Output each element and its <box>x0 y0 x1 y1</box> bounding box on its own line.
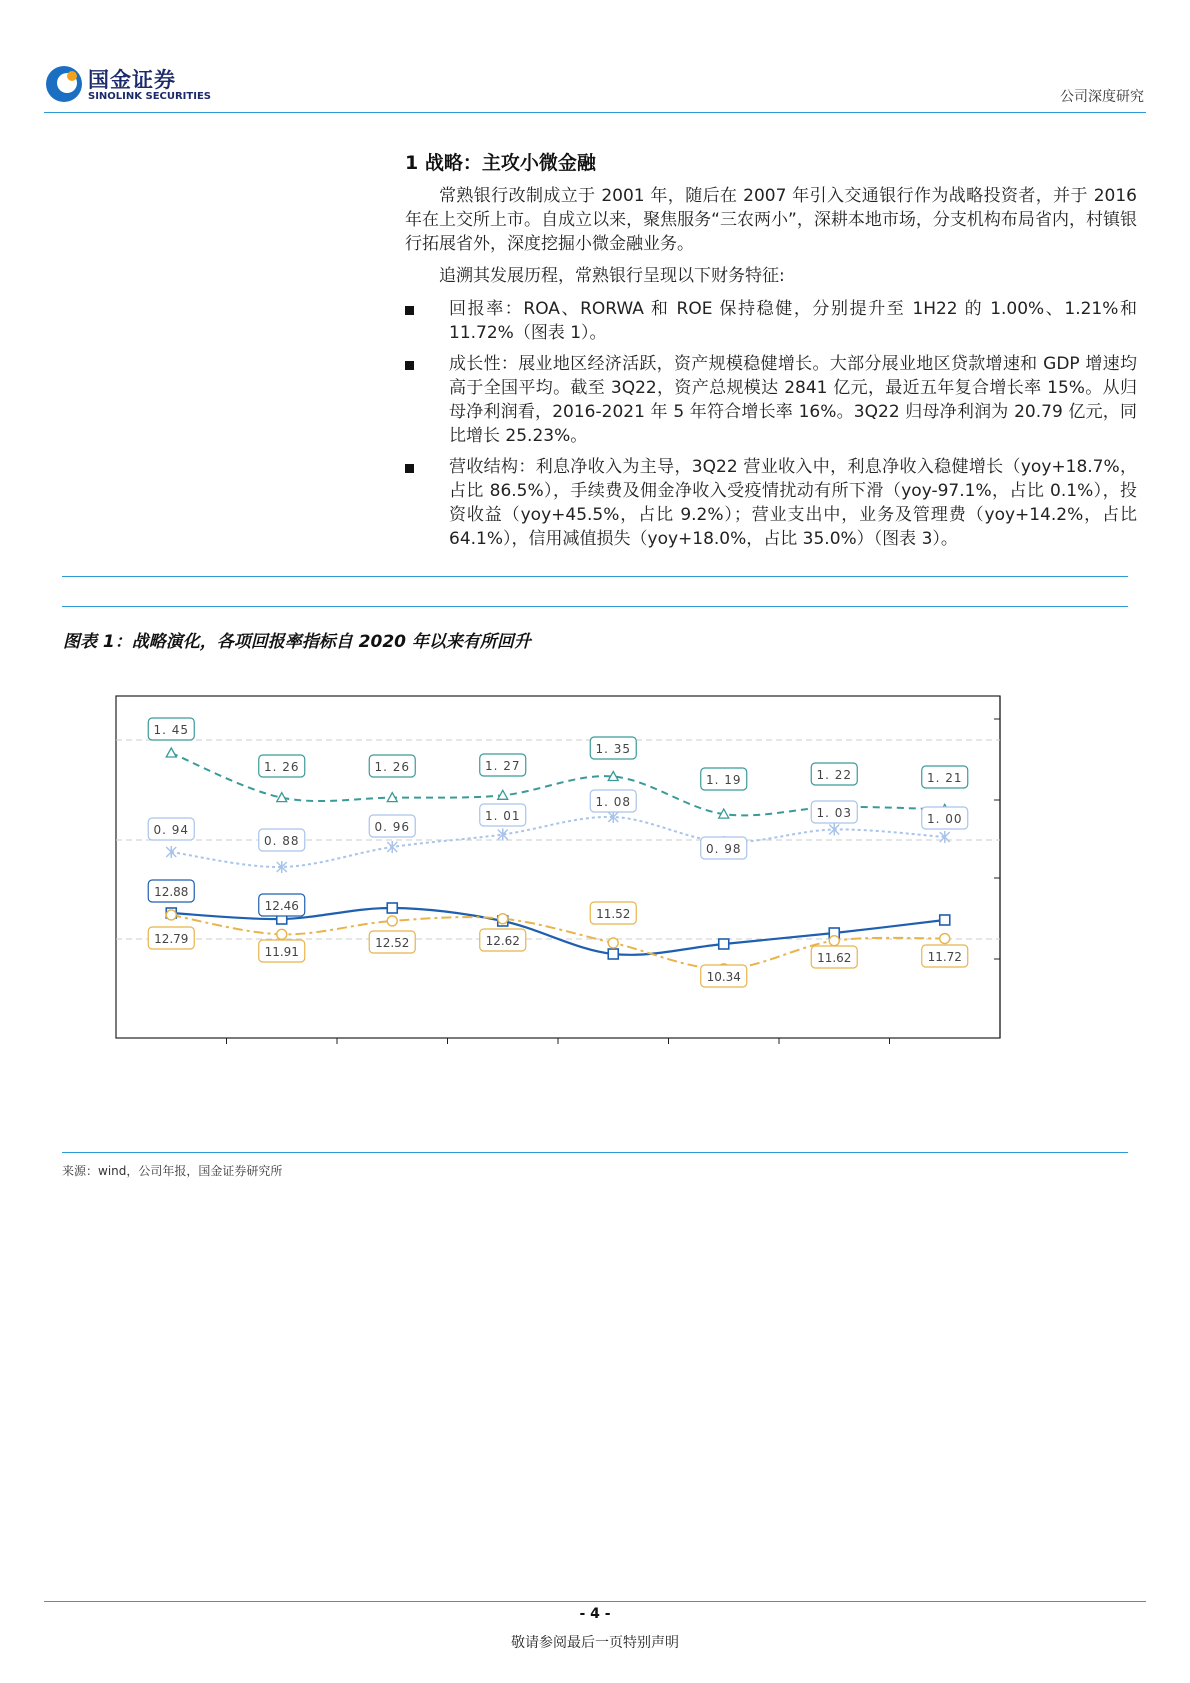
data-label: 11.62 <box>817 951 852 965</box>
data-label: 12.46 <box>264 899 299 913</box>
brand-name-cn: 国金证券 <box>88 68 176 92</box>
data-label: 0. 98 <box>705 842 742 856</box>
data-label: 1. 45 <box>153 723 190 737</box>
data-label: 0. 94 <box>153 823 190 837</box>
disclaimer-note: 敬请参阅最后一页特别声明 <box>511 1635 679 1651</box>
data-point-marker <box>277 793 287 802</box>
data-label: 1. 22 <box>816 768 853 782</box>
data-point-marker <box>277 929 287 939</box>
data-point-marker <box>940 831 950 843</box>
data-point-marker <box>498 914 508 924</box>
bullet-text-revenue: 营收结构：利息净收入为主导，3Q22 营业收入中，利息净收入稳健增长（yoy+18.7%，占比 86.5%），手续费及佣金净收入受疫情扰动有所下滑（yoy-97.1%，占比 0.1%），投资收益（yoy+45.5%，占比 9.2%）；营业支出中，业务及管理费（yoy+14.2%，占比 64.1%），信用减值损失（yoy+18.0%，占比 35.0%）（图表 3）。 <box>449 457 1137 549</box>
sinolink-logo <box>44 64 244 108</box>
data-label: 1. 03 <box>816 806 853 820</box>
data-label: 1. 35 <box>595 742 632 756</box>
data-label: 12.52 <box>375 936 410 950</box>
data-point-marker <box>166 910 176 920</box>
data-point-marker <box>940 915 950 925</box>
data-label: 11.52 <box>596 907 631 921</box>
data-label: 1. 27 <box>484 759 521 773</box>
header-divider <box>44 112 1146 113</box>
data-point-marker <box>829 936 839 946</box>
data-label: 1. 26 <box>263 760 300 774</box>
data-point-marker <box>166 748 176 757</box>
footer-divider <box>44 1601 1146 1602</box>
source-divider <box>62 1152 1128 1153</box>
data-point-marker <box>608 938 618 948</box>
data-label: 12.62 <box>485 934 520 948</box>
page-number: - 4 - <box>579 1606 611 1622</box>
data-point-marker <box>608 949 618 959</box>
data-label: 1. 00 <box>926 812 963 826</box>
figure-title: 图表 1：战略演化，各项回报率指标自 2020 年以来有所回升 <box>63 632 531 652</box>
data-point-marker <box>940 934 950 944</box>
intro-paragraph: 常熟银行改制成立于 2001 年，随后在 2007 年引入交通银行作为战略投资者，并于 2016 年在上交所上市。自成立以来，聚焦服务“三农两小”，深耕本地市场，分支机构布局省内，村镇银行拓展省外，深度挖掘小微金融业务。 <box>405 186 1137 254</box>
data-point-marker <box>387 916 397 926</box>
bullet-square-icon <box>405 306 414 315</box>
data-point-marker <box>719 939 729 949</box>
bullet-item <box>405 352 1137 448</box>
sinolink-emblem-icon <box>44 64 84 104</box>
data-label: 11.91 <box>264 945 299 959</box>
data-label: 11.72 <box>927 950 962 964</box>
figure-title-bottom-rule <box>62 606 1128 607</box>
data-point-marker <box>166 846 176 858</box>
section-title: 1 战略：主攻小微金融 <box>405 152 596 174</box>
bullet-item <box>405 297 1137 345</box>
data-label: 1. 08 <box>595 795 632 809</box>
report-type: 公司深度研究 <box>1060 89 1144 105</box>
data-point-marker <box>387 903 397 913</box>
data-point-marker <box>387 841 397 853</box>
bullet-text-returns: 回报率：ROA、RORWA 和 ROE 保持稳健，分别提升至 1H22 的 1.00%、1.21%和 11.72%（图表 1）。 <box>449 299 1137 343</box>
data-label: 10.34 <box>706 970 741 984</box>
bullet-square-icon <box>405 464 414 473</box>
bullet-square-icon <box>405 361 414 370</box>
data-label: 1. 26 <box>374 760 411 774</box>
bullet-text-growth: 成长性：展业地区经济活跃，资产规模稳健增长。大部分展业地区贷款增速和 GDP 增速均高于全国平均。截至 3Q22，资产总规模达 2841 亿元，最近五年复合增长率 15%。从归母净利润看，2016-2021 年 5 年符合增长率 16%。3Q22 归母净利润为 20.79 亿元，同比增长 25.23%。 <box>449 354 1137 446</box>
lead-paragraph: 追溯其发展历程，常熟银行呈现以下财务特征: <box>439 266 785 286</box>
brand-name-en: SINOLINK SECURITIES <box>88 91 211 102</box>
data-label: 0. 96 <box>374 820 411 834</box>
data-label: 1. 01 <box>484 809 521 823</box>
figure-title-top-rule <box>62 576 1128 577</box>
data-label: 0. 88 <box>263 834 300 848</box>
data-label: 12.79 <box>154 932 189 946</box>
data-label: 12.88 <box>154 885 189 899</box>
data-label: 1. 19 <box>705 773 742 787</box>
figure-source: 来源：wind，公司年报，国金证券研究所 <box>62 1164 283 1178</box>
bullet-item <box>405 455 1137 551</box>
chart-plot-border <box>116 696 1000 1038</box>
returns-line-chart <box>112 692 1080 1122</box>
data-label: 1. 21 <box>926 771 963 785</box>
